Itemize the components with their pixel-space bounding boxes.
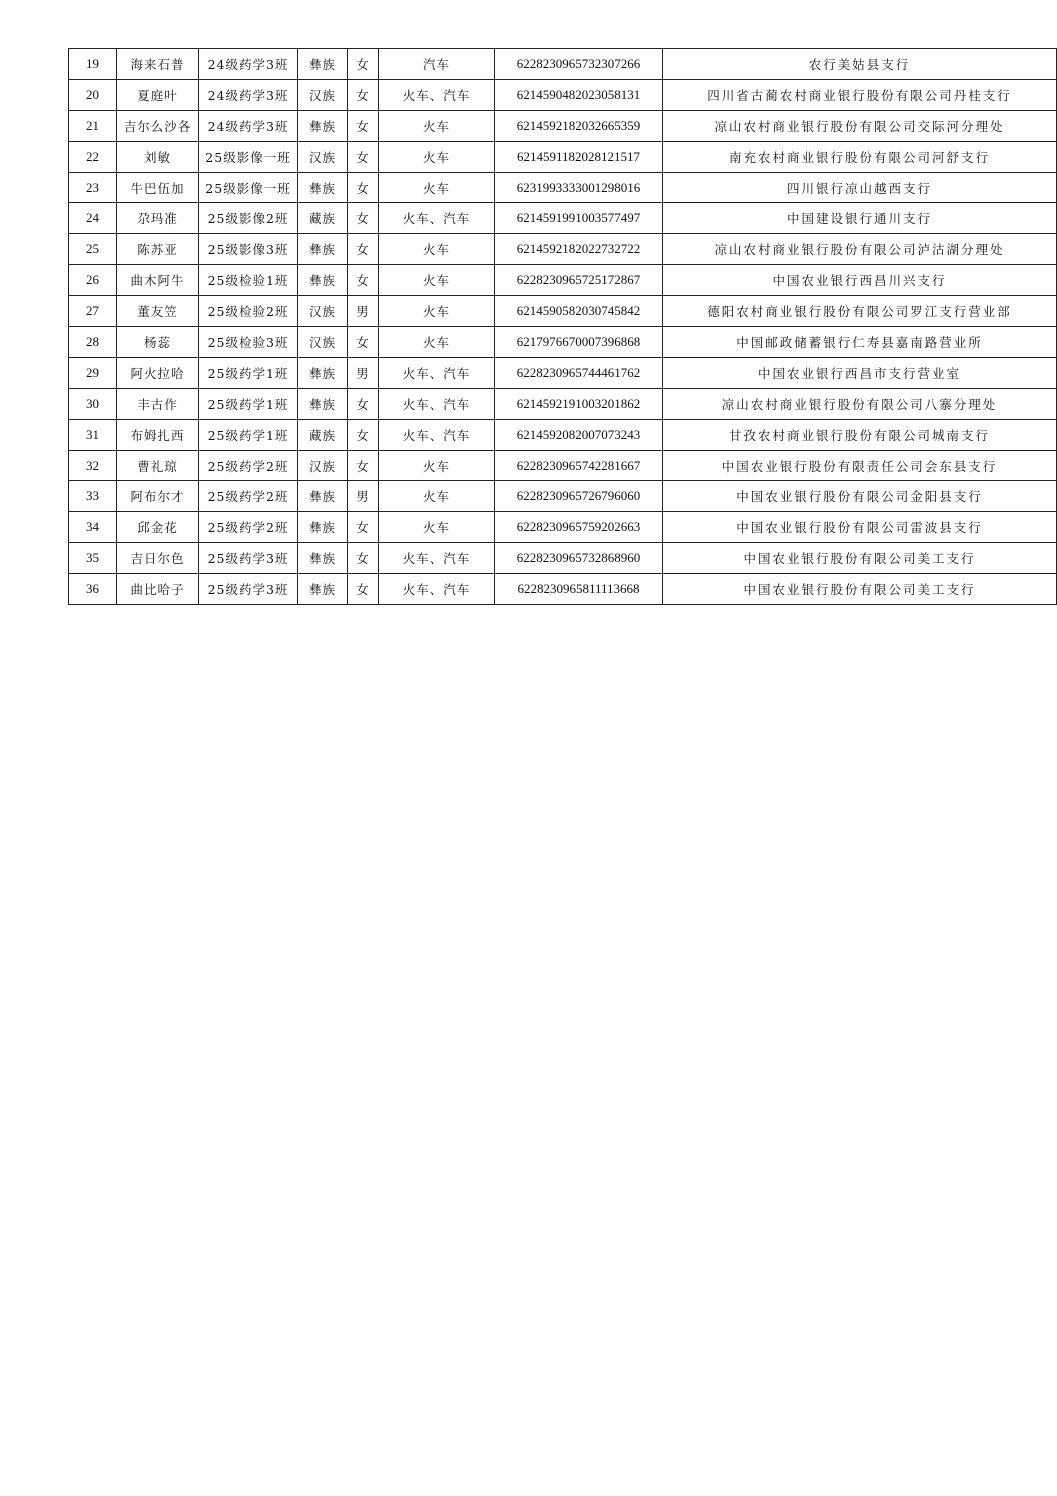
cell-bank-account: 6217976670007396868 — [495, 327, 663, 358]
cell-number: 20 — [69, 79, 117, 110]
cell-ethnicity: 彝族 — [298, 265, 348, 296]
cell-class: 25级药学1班 — [199, 388, 298, 419]
cell-bank-branch: 农行美姑县支行 — [663, 49, 1057, 80]
cell-class: 25级检验2班 — [199, 296, 298, 327]
cell-number: 24 — [69, 203, 117, 234]
cell-transport: 火车 — [379, 481, 495, 512]
cell-name: 陈苏亚 — [117, 234, 199, 265]
cell-gender: 女 — [348, 574, 379, 605]
roster-body — [69, 49, 1057, 605]
cell-name: 吉日尔色 — [117, 543, 199, 574]
cell-number: 23 — [69, 172, 117, 203]
cell-bank-branch: 四川银行凉山越西支行 — [663, 172, 1057, 203]
cell-number: 29 — [69, 357, 117, 388]
cell-bank-account: 6214592182032665359 — [495, 110, 663, 141]
cell-bank-branch: 中国农业银行股份有限公司雷波县支行 — [663, 512, 1057, 543]
cell-bank-account: 6214590482023058131 — [495, 79, 663, 110]
cell-number: 30 — [69, 388, 117, 419]
cell-ethnicity: 彝族 — [298, 357, 348, 388]
cell-ethnicity: 彝族 — [298, 234, 348, 265]
cell-bank-account: 6228230965811113668 — [495, 574, 663, 605]
cell-name: 曲木阿牛 — [117, 265, 199, 296]
cell-bank-branch: 甘孜农村商业银行股份有限公司城南支行 — [663, 419, 1057, 450]
cell-transport: 火车 — [379, 512, 495, 543]
cell-bank-account: 6214592182022732722 — [495, 234, 663, 265]
cell-transport: 火车 — [379, 172, 495, 203]
cell-bank-account: 6228230965759202663 — [495, 512, 663, 543]
cell-gender: 女 — [348, 512, 379, 543]
cell-class: 25级影像3班 — [199, 234, 298, 265]
cell-bank-account: 6228230965732868960 — [495, 543, 663, 574]
cell-bank-account: 6228230965726796060 — [495, 481, 663, 512]
cell-number: 35 — [69, 543, 117, 574]
cell-bank-account: 6214592082007073243 — [495, 419, 663, 450]
cell-ethnicity: 彝族 — [298, 512, 348, 543]
cell-transport: 火车、汽车 — [379, 574, 495, 605]
cell-ethnicity: 彝族 — [298, 388, 348, 419]
cell-ethnicity: 藏族 — [298, 419, 348, 450]
cell-class: 25级药学1班 — [199, 419, 298, 450]
cell-class: 25级影像一班 — [199, 141, 298, 172]
cell-transport: 火车、汽车 — [379, 419, 495, 450]
cell-transport: 火车、汽车 — [379, 543, 495, 574]
cell-number: 36 — [69, 574, 117, 605]
cell-class: 25级药学1班 — [199, 357, 298, 388]
cell-class: 25级检验3班 — [199, 327, 298, 358]
table-row — [69, 79, 1057, 110]
cell-name: 阿布尔才 — [117, 481, 199, 512]
cell-transport: 火车、汽车 — [379, 357, 495, 388]
cell-bank-branch: 中国邮政储蓄银行仁寿县嘉南路营业所 — [663, 327, 1057, 358]
cell-class: 25级药学2班 — [199, 450, 298, 481]
cell-bank-account: 6228230965732307266 — [495, 49, 663, 80]
cell-class: 25级药学2班 — [199, 512, 298, 543]
cell-number: 34 — [69, 512, 117, 543]
cell-gender: 女 — [348, 110, 379, 141]
cell-transport: 火车 — [379, 450, 495, 481]
cell-bank-account: 6214591991003577497 — [495, 203, 663, 234]
cell-ethnicity: 彝族 — [298, 543, 348, 574]
table-row — [69, 543, 1057, 574]
cell-transport: 火车 — [379, 234, 495, 265]
cell-class: 24级药学3班 — [199, 79, 298, 110]
table-row — [69, 234, 1057, 265]
cell-bank-branch: 中国农业银行股份有限公司美工支行 — [663, 543, 1057, 574]
cell-number: 27 — [69, 296, 117, 327]
cell-number: 26 — [69, 265, 117, 296]
table-row — [69, 110, 1057, 141]
cell-bank-branch: 中国农业银行西昌川兴支行 — [663, 265, 1057, 296]
cell-name: 董友笠 — [117, 296, 199, 327]
cell-transport: 火车 — [379, 296, 495, 327]
cell-gender: 女 — [348, 388, 379, 419]
cell-name: 杨蕊 — [117, 327, 199, 358]
cell-gender: 女 — [348, 172, 379, 203]
cell-transport: 火车、汽车 — [379, 388, 495, 419]
table-row — [69, 141, 1057, 172]
table-row — [69, 357, 1057, 388]
cell-class: 25级影像一班 — [199, 172, 298, 203]
cell-ethnicity: 彝族 — [298, 110, 348, 141]
cell-gender: 女 — [348, 327, 379, 358]
cell-number: 28 — [69, 327, 117, 358]
cell-gender: 女 — [348, 141, 379, 172]
cell-class: 25级药学3班 — [199, 543, 298, 574]
cell-gender: 女 — [348, 79, 379, 110]
cell-bank-account: 6214592191003201862 — [495, 388, 663, 419]
table-row — [69, 49, 1057, 80]
table-row — [69, 388, 1057, 419]
cell-transport: 火车、汽车 — [379, 203, 495, 234]
cell-name: 布姆扎西 — [117, 419, 199, 450]
cell-transport: 火车 — [379, 110, 495, 141]
cell-bank-account: 6214590582030745842 — [495, 296, 663, 327]
cell-gender: 女 — [348, 543, 379, 574]
cell-bank-branch: 四川省古蔺农村商业银行股份有限公司丹桂支行 — [663, 79, 1057, 110]
cell-name: 丰古作 — [117, 388, 199, 419]
cell-bank-branch: 中国农业银行股份有限责任公司会东县支行 — [663, 450, 1057, 481]
cell-ethnicity: 彝族 — [298, 172, 348, 203]
cell-ethnicity: 汉族 — [298, 141, 348, 172]
cell-gender: 女 — [348, 450, 379, 481]
student-roster-table — [68, 48, 1057, 605]
cell-ethnicity: 彝族 — [298, 574, 348, 605]
cell-name: 曹礼琼 — [117, 450, 199, 481]
cell-class: 25级检验1班 — [199, 265, 298, 296]
table-row — [69, 327, 1057, 358]
cell-number: 19 — [69, 49, 117, 80]
cell-transport: 火车、汽车 — [379, 79, 495, 110]
table-row — [69, 172, 1057, 203]
cell-name: 阿火拉哈 — [117, 357, 199, 388]
cell-number: 22 — [69, 141, 117, 172]
cell-ethnicity: 汉族 — [298, 450, 348, 481]
cell-transport: 汽车 — [379, 49, 495, 80]
cell-bank-branch: 中国农业银行股份有限公司金阳县支行 — [663, 481, 1057, 512]
cell-gender: 女 — [348, 419, 379, 450]
cell-class: 24级药学3班 — [199, 49, 298, 80]
cell-bank-branch: 中国建设银行通川支行 — [663, 203, 1057, 234]
cell-bank-account: 6231993333001298016 — [495, 172, 663, 203]
cell-name: 吉尔么沙各 — [117, 110, 199, 141]
table-row — [69, 296, 1057, 327]
cell-bank-account: 6228230965744461762 — [495, 357, 663, 388]
cell-bank-account: 6228230965725172867 — [495, 265, 663, 296]
table-row — [69, 512, 1057, 543]
cell-ethnicity: 汉族 — [298, 296, 348, 327]
cell-name: 牛巴伍加 — [117, 172, 199, 203]
cell-name: 海来石普 — [117, 49, 199, 80]
cell-gender: 男 — [348, 481, 379, 512]
table-row — [69, 203, 1057, 234]
cell-bank-account: 6228230965742281667 — [495, 450, 663, 481]
cell-transport: 火车 — [379, 265, 495, 296]
cell-number: 33 — [69, 481, 117, 512]
cell-ethnicity: 彝族 — [298, 481, 348, 512]
cell-number: 31 — [69, 419, 117, 450]
cell-class: 25级药学2班 — [199, 481, 298, 512]
cell-gender: 女 — [348, 203, 379, 234]
cell-gender: 女 — [348, 49, 379, 80]
table-row — [69, 265, 1057, 296]
cell-bank-branch: 德阳农村商业银行股份有限公司罗江支行营业部 — [663, 296, 1057, 327]
cell-name: 尕玛准 — [117, 203, 199, 234]
cell-gender: 男 — [348, 357, 379, 388]
cell-name: 邱金花 — [117, 512, 199, 543]
cell-bank-branch: 凉山农村商业银行股份有限公司交际河分理处 — [663, 110, 1057, 141]
cell-ethnicity: 汉族 — [298, 79, 348, 110]
cell-number: 25 — [69, 234, 117, 265]
cell-class: 25级影像2班 — [199, 203, 298, 234]
cell-gender: 女 — [348, 265, 379, 296]
cell-bank-account: 6214591182028121517 — [495, 141, 663, 172]
cell-bank-branch: 南充农村商业银行股份有限公司河舒支行 — [663, 141, 1057, 172]
cell-gender: 女 — [348, 234, 379, 265]
cell-bank-branch: 凉山农村商业银行股份有限公司八寨分理处 — [663, 388, 1057, 419]
cell-transport: 火车 — [379, 141, 495, 172]
cell-transport: 火车 — [379, 327, 495, 358]
table-row — [69, 574, 1057, 605]
table-row — [69, 419, 1057, 450]
cell-bank-branch: 中国农业银行股份有限公司美工支行 — [663, 574, 1057, 605]
table-row — [69, 450, 1057, 481]
table-row — [69, 481, 1057, 512]
cell-number: 32 — [69, 450, 117, 481]
cell-ethnicity: 汉族 — [298, 327, 348, 358]
cell-bank-branch: 中国农业银行西昌市支行营业室 — [663, 357, 1057, 388]
cell-name: 夏庭叶 — [117, 79, 199, 110]
cell-class: 25级药学3班 — [199, 574, 298, 605]
cell-class: 24级药学3班 — [199, 110, 298, 141]
cell-bank-branch: 凉山农村商业银行股份有限公司泸沽湖分理处 — [663, 234, 1057, 265]
cell-gender: 男 — [348, 296, 379, 327]
cell-name: 曲比哈子 — [117, 574, 199, 605]
cell-ethnicity: 彝族 — [298, 49, 348, 80]
cell-name: 刘敏 — [117, 141, 199, 172]
cell-ethnicity: 藏族 — [298, 203, 348, 234]
cell-number: 21 — [69, 110, 117, 141]
